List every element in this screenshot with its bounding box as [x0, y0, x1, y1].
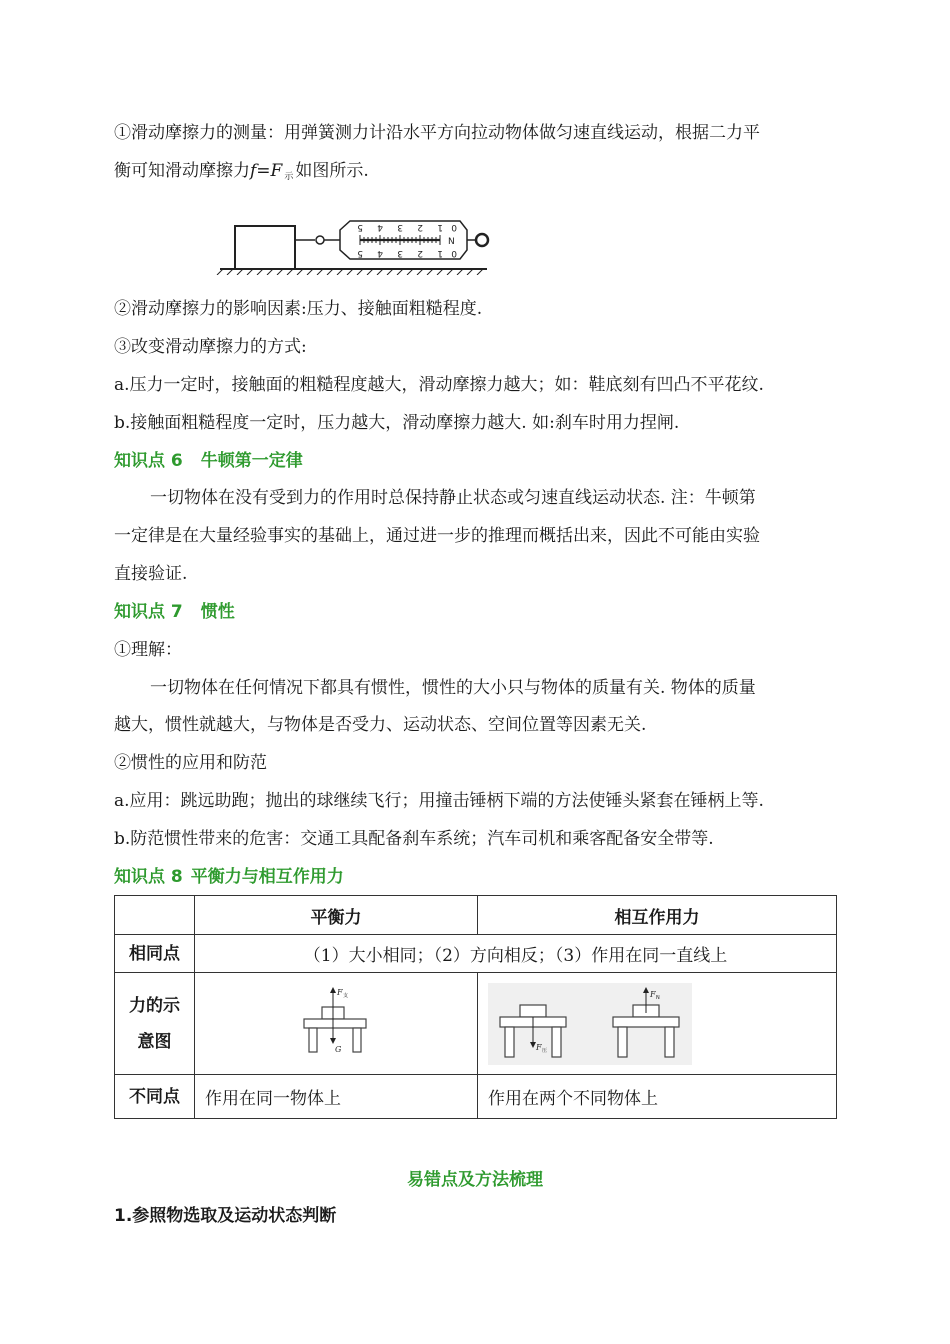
friction-change-a: a.压力一定时，接触面的粗糙程度越大，滑动摩擦力越大；如：鞋底刻有凹凸不平花纹. — [114, 375, 764, 395]
kp7-line5: a.应用：跳远助跑；抛出的球继续飞行；用撞击锤柄下端的方法使锤头紧套在锤柄上等. — [114, 791, 764, 811]
friction-change-heading: ③改变滑动摩擦力的方式: — [114, 337, 307, 357]
kp7-line3: 越大，惯性就越大，与物体是否受力、运动状态、空间位置等因素无关. — [114, 715, 647, 735]
scale-bot-num-2: 2 — [417, 248, 423, 258]
kp7-line4: ②惯性的应用和防范 — [114, 753, 267, 773]
interaction-force-diagram — [488, 983, 692, 1065]
kp7-heading — [114, 600, 235, 624]
symbol-F: F — [270, 161, 283, 181]
kp6-title: 牛顿第一定律 — [200, 451, 303, 471]
scale-top-num-1: 1 — [437, 222, 443, 232]
row-head-diagram-a: 力的示 — [129, 995, 180, 1016]
scale-bot-num-0: 0 — [451, 248, 457, 258]
row-head-same: 相同点 — [115, 935, 195, 973]
label-F-N-sub: N — [656, 994, 660, 1001]
diff-balance-text: 作用在同一物体上 — [195, 1075, 478, 1119]
table-row-diff — [115, 1075, 837, 1119]
line2-suffix: 如图所示. — [295, 161, 369, 181]
row-head-diagram-b: 意图 — [137, 1031, 172, 1052]
label-F-N: F — [650, 989, 656, 999]
line2-prefix: 衡可知滑动摩擦力 — [114, 161, 250, 181]
row-head-diagram — [115, 973, 195, 1075]
balance-force-diagram-cell — [195, 973, 478, 1075]
scale-top-num-2: 2 — [417, 222, 423, 232]
kp6-line3: 直接验证. — [114, 564, 188, 584]
table-corner-cell — [115, 896, 195, 935]
scale-unit-N: N — [448, 237, 455, 247]
kp6-line2: 一定律是在大量经验事实的基础上，通过进一步的推理而概括出来，因此不可能由实验 — [114, 526, 760, 546]
scale-bot-num-1: 1 — [437, 248, 443, 258]
scale-top-num-4: 4 — [377, 222, 383, 232]
header-interaction-force: 相互作用力 — [478, 896, 837, 935]
kp7-line1: ①理解： — [114, 640, 182, 660]
table-row-same — [115, 935, 837, 973]
scale-bot-num-4: 4 — [377, 248, 383, 258]
table-header-row — [115, 896, 837, 935]
label-F-ya-sub: 压 — [542, 1047, 548, 1054]
diff-interaction-text: 作用在两个不同物体上 — [478, 1075, 837, 1119]
hook-icon — [316, 236, 324, 244]
scale-top-num-0: 0 — [451, 222, 457, 232]
equals-sign: = — [256, 161, 271, 181]
kp6-line1: 一切物体在没有受到力的作用时总保持静止状态或匀速直线运动状态. 注：牛顿第 — [150, 488, 756, 508]
label-F-zhi-sub: 支 — [343, 992, 349, 999]
header-balance-force: 平衡力 — [195, 896, 478, 935]
same-points-text: （1）大小相同；（2）方向相反；（3）作用在同一直线上 — [195, 935, 837, 973]
friction-factors-line: ②滑动摩擦力的影响因素:压力、接触面粗糙程度. — [114, 299, 483, 319]
friction-measure-line1: ①滑动摩擦力的测量：用弹簧测力计沿水平方向拉动物体做匀速直线运动，根据二力平 — [114, 123, 760, 143]
kp8-label: 知识点 8 — [114, 867, 183, 887]
wooden-block — [235, 226, 295, 269]
kp7-label: 知识点 7 — [114, 602, 183, 622]
scale-top-num-5: 5 — [357, 222, 363, 232]
spring-scale-figure — [215, 213, 495, 275]
scale-bot-num-5: 5 — [357, 248, 363, 258]
kp6-label: 知识点 6 — [114, 451, 183, 471]
kp6-heading — [114, 449, 303, 473]
balance-force-diagram — [296, 984, 376, 1064]
scale-bot-num-3: 3 — [397, 248, 403, 258]
kp8-heading — [114, 865, 344, 889]
item-1-heading: 1.参照物选取及运动状态判断 — [114, 1206, 337, 1226]
label-F-ya: F — [536, 1042, 542, 1052]
scale-top-num-3: 3 — [397, 222, 403, 232]
kp7-line2: 一切物体在任何情况下都具有惯性，惯性的大小只与物体的质量有关. 物体的质量 — [150, 678, 756, 698]
kp7-line6: b.防范惯性带来的危害：交通工具配备刹车系统；汽车司机和乘客配备安全带等. — [114, 829, 714, 849]
label-G: G — [335, 1044, 342, 1054]
comparison-table — [114, 895, 837, 1119]
kp7-title: 惯性 — [200, 602, 235, 622]
subscript-shi: 示 — [284, 172, 294, 182]
row-head-diff: 不同点 — [115, 1075, 195, 1119]
friction-measure-line2 — [114, 159, 369, 189]
ring-icon — [476, 234, 488, 246]
table-row-diagram — [115, 973, 837, 1075]
friction-change-b: b.接触面粗糙程度一定时，压力越大，滑动摩擦力越大. 如:刹车时用力捏闸. — [114, 413, 680, 433]
section-title: 易错点及方法梳理 — [407, 1170, 543, 1190]
kp8-title: 平衡力与相互作用力 — [190, 867, 344, 887]
symbol-f: f — [250, 161, 257, 181]
interaction-force-diagram-cell — [478, 973, 837, 1075]
label-F-zhi: F — [337, 987, 343, 997]
